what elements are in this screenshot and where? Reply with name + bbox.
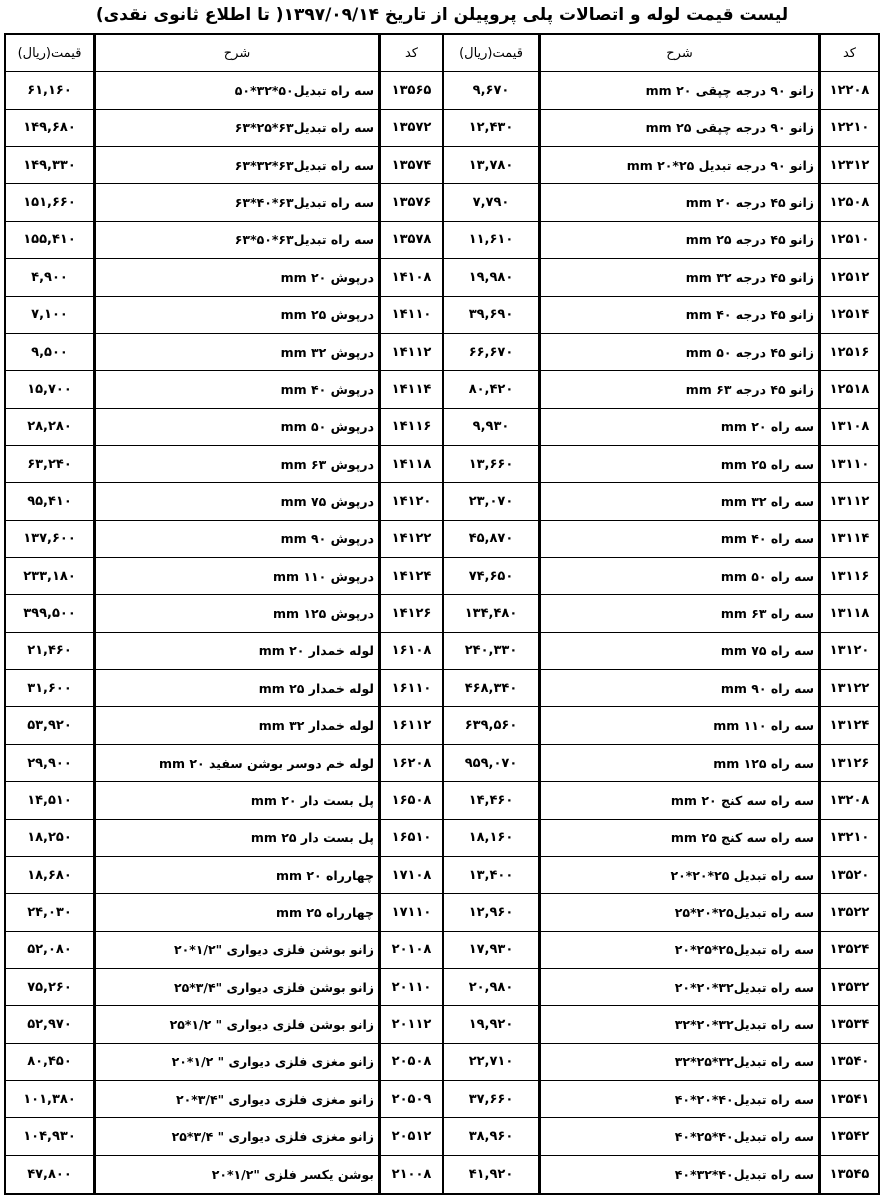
table-row <box>6 820 442 857</box>
item-code: ۱۴۱۲۲ <box>378 521 442 557</box>
item-code: ۱۳۵۴۲ <box>818 1118 878 1154</box>
table-row <box>6 297 442 334</box>
item-price: ۸۰,۴۵۰ <box>27 1054 72 1070</box>
item-description: چهارراه ۲۵ mm <box>93 894 378 930</box>
item-code: ۱۳۲۱۰ <box>818 820 878 856</box>
table-row <box>444 969 878 1006</box>
table-row <box>444 595 878 632</box>
item-price: ۶۳,۲۴۰ <box>27 456 72 472</box>
item-description: سه راه تبدیل۳۲*۲۰*۲۰ <box>538 969 818 1005</box>
item-description: چهارراه ۲۰ mm <box>93 857 378 893</box>
item-code: ۱۳۱۲۴ <box>818 707 878 743</box>
item-description: درپوش ۲۰ mm <box>93 259 378 295</box>
table-row <box>444 72 878 109</box>
table-row <box>444 110 878 147</box>
item-code: ۱۴۱۱۰ <box>378 297 442 333</box>
table-row <box>6 147 442 184</box>
table-row <box>444 1006 878 1043</box>
item-price: ۴,۹۰۰ <box>31 269 68 285</box>
table-row <box>444 334 878 371</box>
table-row <box>444 1044 878 1081</box>
item-code: ۱۳۵۷۸ <box>378 222 442 258</box>
item-description: سه راه سه کنج ۲۰ mm <box>538 782 818 818</box>
item-description: سه راه تبدیل۲۵*۲۰*۲۵ <box>538 894 818 930</box>
table-header <box>444 35 878 72</box>
table-row <box>444 1081 878 1118</box>
item-price: ۴۵,۸۷۰ <box>468 531 514 547</box>
item-price: ۲۳۳,۱۸۰ <box>23 568 76 584</box>
header-code: کد <box>818 35 878 71</box>
item-price: ۲۳,۰۷۰ <box>468 493 514 509</box>
item-description: سه راه ۷۵ mm <box>538 633 818 669</box>
item-code: ۱۲۵۱۴ <box>818 297 878 333</box>
item-price: ۱۳۷,۶۰۰ <box>23 531 76 547</box>
item-code: ۱۲۵۱۲ <box>818 259 878 295</box>
item-price: ۱۵۱,۶۶۰ <box>23 195 76 211</box>
item-code: ۱۶۱۰۸ <box>378 633 442 669</box>
item-price: ۹۵,۴۱۰ <box>27 493 72 509</box>
item-description: زانو ۴۵ درجه ۵۰ mm <box>538 334 818 370</box>
item-price: ۹,۵۰۰ <box>31 344 68 360</box>
table-row <box>6 184 442 221</box>
table-row <box>444 782 878 819</box>
item-code: ۱۳۵۳۲ <box>818 969 878 1005</box>
table-row <box>444 670 878 707</box>
item-description: درپوش ۱۱۰ mm <box>93 558 378 594</box>
table-row <box>6 894 442 931</box>
item-code: ۱۳۱۲۲ <box>818 670 878 706</box>
table-row <box>444 184 878 221</box>
item-price: ۳۸,۹۶۰ <box>468 1129 514 1145</box>
item-description: سه راه ۵۰ mm <box>538 558 818 594</box>
item-code: ۱۳۵۷۲ <box>378 110 442 146</box>
item-code: ۱۳۵۴۱ <box>818 1081 878 1117</box>
table-row <box>6 521 442 558</box>
table-row <box>444 857 878 894</box>
item-price: ۳۹,۶۹۰ <box>468 307 514 323</box>
table-row <box>6 969 442 1006</box>
item-description: زانو ۴۵ درجه ۶۳ mm <box>538 371 818 407</box>
item-code: ۲۰۱۱۰ <box>378 969 442 1005</box>
item-code: ۱۴۱۲۶ <box>378 595 442 631</box>
item-price: ۷,۷۹۰ <box>472 195 510 211</box>
item-price: ۴۷,۸۰۰ <box>27 1166 72 1182</box>
item-description: درپوش ۷۵ mm <box>93 483 378 519</box>
item-code: ۱۳۵۴۰ <box>818 1044 878 1080</box>
item-price: ۱۵,۷۰۰ <box>27 381 72 397</box>
item-code: ۱۶۱۱۲ <box>378 707 442 743</box>
header-code: کد <box>378 35 442 71</box>
item-description: درپوش ۴۰ mm <box>93 371 378 407</box>
item-code: ۱۴۱۱۶ <box>378 409 442 445</box>
item-code: ۱۳۵۴۵ <box>818 1156 878 1193</box>
item-code: ۱۲۵۱۶ <box>818 334 878 370</box>
item-price: ۱۴۹,۶۸۰ <box>23 120 76 136</box>
item-price: ۸۰,۴۲۰ <box>468 381 514 397</box>
item-code: ۱۴۱۱۴ <box>378 371 442 407</box>
item-price: ۱۲,۹۶۰ <box>468 904 514 920</box>
item-description: سه راه ۳۲ mm <box>538 483 818 519</box>
item-price: ۲۱,۴۶۰ <box>27 643 72 659</box>
item-code: ۱۳۱۱۴ <box>818 521 878 557</box>
table-row <box>6 371 442 408</box>
item-description: لوله خمدار ۲۵ mm <box>93 670 378 706</box>
item-price: ۱۳,۴۰۰ <box>468 867 514 883</box>
table-row <box>444 371 878 408</box>
item-price: ۶۱,۱۶۰ <box>27 83 72 99</box>
item-code: ۱۲۳۱۲ <box>818 147 878 183</box>
item-description: زانو ۴۵ درجه ۲۵ mm <box>538 222 818 258</box>
item-description: سه راه ۱۱۰ mm <box>538 707 818 743</box>
item-description: زانو ۹۰ درجه چپقی ۲۵ mm <box>538 110 818 146</box>
item-description: سه راه ۴۰ mm <box>538 521 818 557</box>
item-price: ۲۴۰,۳۳۰ <box>464 643 518 659</box>
table-row <box>444 932 878 969</box>
item-description: سه راه تبدیل۶۳*۲۵*۶۳ <box>93 110 378 146</box>
table-row <box>6 707 442 744</box>
item-price: ۵۲,۰۸۰ <box>27 942 72 958</box>
item-description: زانو ۹۰ درجه تبدیل ۲۵*۲۰ mm <box>538 147 818 183</box>
item-code: ۱۳۱۱۲ <box>818 483 878 519</box>
item-description: سه راه تبدیل۶۳*۵۰*۶۳ <box>93 222 378 258</box>
item-price: ۱۰۴,۹۳۰ <box>23 1129 76 1145</box>
item-description: سه راه تبدیل۲۵*۲۵*۲۰ <box>538 932 818 968</box>
item-price: ۹,۶۷۰ <box>472 83 510 99</box>
table-row <box>444 446 878 483</box>
item-code: ۱۳۵۷۴ <box>378 147 442 183</box>
item-code: ۱۳۱۲۶ <box>818 745 878 781</box>
item-code: ۱۳۲۰۸ <box>818 782 878 818</box>
table-row <box>444 1118 878 1155</box>
item-description: درپوش ۵۰ mm <box>93 409 378 445</box>
item-code: ۲۰۵۰۸ <box>378 1044 442 1080</box>
item-price: ۷,۱۰۰ <box>31 307 68 323</box>
table-row <box>6 1044 442 1081</box>
table-row <box>6 259 442 296</box>
item-description: سه راه سه کنج ۲۵ mm <box>538 820 818 856</box>
table-row <box>6 595 442 632</box>
item-price: ۱۳۴,۴۸۰ <box>464 606 518 622</box>
item-description: درپوش ۳۲ mm <box>93 334 378 370</box>
item-code: ۱۲۵۱۰ <box>818 222 878 258</box>
item-code: ۱۶۱۱۰ <box>378 670 442 706</box>
item-description: پل بست دار ۲۵ mm <box>93 820 378 856</box>
header-price: قیمت(ریال) <box>459 45 523 61</box>
table-row <box>6 110 442 147</box>
item-price: ۱۱,۶۱۰ <box>468 232 514 248</box>
item-code: ۱۴۱۱۲ <box>378 334 442 370</box>
item-code: ۲۰۵۰۹ <box>378 1081 442 1117</box>
item-description: زانو بوشن فلزی دیواری " ۱/۲*۲۵ <box>93 1006 378 1042</box>
item-price: ۱۰۱,۳۸۰ <box>23 1091 76 1107</box>
item-description: زانو مغزی فلزی دیواری " ۱/۲*۲۰ <box>93 1044 378 1080</box>
item-code: ۱۴۱۱۸ <box>378 446 442 482</box>
item-code: ۱۳۵۷۶ <box>378 184 442 220</box>
table-row <box>6 782 442 819</box>
price-table-left-half <box>4 33 442 1195</box>
item-price: ۱۵۵,۴۱۰ <box>23 232 76 248</box>
item-price: ۲۸,۲۸۰ <box>27 419 72 435</box>
table-row <box>6 932 442 969</box>
item-price: ۲۰,۹۸۰ <box>468 979 514 995</box>
item-price: ۳۱,۶۰۰ <box>27 680 72 696</box>
item-price: ۱۸,۶۸۰ <box>27 867 72 883</box>
item-code: ۱۳۵۳۴ <box>818 1006 878 1042</box>
item-description: زانو ۴۵ درجه ۳۲ mm <box>538 259 818 295</box>
item-price: ۹۵۹,۰۷۰ <box>464 755 518 771</box>
item-code: ۱۳۱۱۰ <box>818 446 878 482</box>
table-row <box>444 409 878 446</box>
item-description: سه راه تبدیل۳۲*۲۵*۳۲ <box>538 1044 818 1080</box>
item-description: سه راه ۶۳ mm <box>538 595 818 631</box>
table-row <box>444 259 878 296</box>
item-description: سه راه تبدیل۶۳*۴۰*۶۳ <box>93 184 378 220</box>
item-description: لوله خمدار ۲۰ mm <box>93 633 378 669</box>
item-code: ۱۶۵۰۸ <box>378 782 442 818</box>
table-row <box>6 222 442 259</box>
item-description: لوله خم دوسر بوشن سفید ۲۰ mm <box>93 745 378 781</box>
table-row <box>444 707 878 744</box>
item-description: زانو بوشن فلزی دیواری "۳/۴*۲۵ <box>93 969 378 1005</box>
item-code: ۲۰۱۱۲ <box>378 1006 442 1042</box>
item-price: ۱۸,۲۵۰ <box>27 830 72 846</box>
table-row <box>6 1156 442 1193</box>
item-code: ۱۳۵۲۴ <box>818 932 878 968</box>
item-description: بوشن یکسر فلزی "۱/۲*۲۰ <box>93 1156 378 1193</box>
item-code: ۱۳۵۲۰ <box>818 857 878 893</box>
table-row <box>6 633 442 670</box>
item-description: زانو مغزی فلزی دیواری " ۳/۴*۲۵ <box>93 1118 378 1154</box>
item-code: ۱۷۱۰۸ <box>378 857 442 893</box>
item-price: ۱۹,۹۸۰ <box>468 269 514 285</box>
item-code: ۱۳۱۰۸ <box>818 409 878 445</box>
item-description: سه راه تبدیل۴۰*۲۰*۴۰ <box>538 1081 818 1117</box>
item-price: ۱۳,۷۸۰ <box>468 157 514 173</box>
table-row <box>6 1006 442 1043</box>
item-price: ۴۶۸,۳۴۰ <box>464 680 518 696</box>
item-code: ۱۳۱۲۰ <box>818 633 878 669</box>
item-description: زانو بوشن فلزی دیواری "۱/۲*۲۰ <box>93 932 378 968</box>
item-price: ۳۷,۶۶۰ <box>468 1091 514 1107</box>
item-code: ۱۲۲۱۰ <box>818 110 878 146</box>
table-row <box>444 521 878 558</box>
item-code: ۱۴۱۲۰ <box>378 483 442 519</box>
table-row <box>444 558 878 595</box>
item-description: لوله خمدار ۳۲ mm <box>93 707 378 743</box>
table-row <box>6 483 442 520</box>
item-price: ۱۹,۹۲۰ <box>468 1017 514 1033</box>
item-description: درپوش ۲۵ mm <box>93 297 378 333</box>
table-row <box>444 745 878 782</box>
item-price: ۶۳۹,۵۶۰ <box>464 718 518 734</box>
item-code: ۱۳۵۶۵ <box>378 72 442 108</box>
table-row <box>6 670 442 707</box>
item-description: سه راه تبدیل۴۰*۳۲*۴۰ <box>538 1156 818 1193</box>
table-row <box>6 1081 442 1118</box>
item-price: ۴۱,۹۲۰ <box>468 1166 514 1182</box>
table-row <box>6 409 442 446</box>
item-price: ۲۴,۰۳۰ <box>27 904 72 920</box>
item-code: ۲۰۵۱۲ <box>378 1118 442 1154</box>
item-code: ۱۶۲۰۸ <box>378 745 442 781</box>
item-description: درپوش ۹۰ mm <box>93 521 378 557</box>
item-price: ۱۲,۴۳۰ <box>468 120 514 136</box>
table-row <box>444 147 878 184</box>
item-description: سه راه ۲۵ mm <box>538 446 818 482</box>
item-price: ۲۹,۹۰۰ <box>27 755 72 771</box>
header-description: شرح <box>538 35 818 71</box>
table-row <box>6 745 442 782</box>
item-description: سه راه تبدیل۴۰*۲۵*۴۰ <box>538 1118 818 1154</box>
item-price: ۱۴,۴۶۰ <box>468 792 514 808</box>
header-price: قیمت(ریال) <box>17 45 82 61</box>
item-code: ۱۴۱۲۴ <box>378 558 442 594</box>
item-code: ۱۳۱۱۶ <box>818 558 878 594</box>
item-price: ۶۶,۶۷۰ <box>468 344 514 360</box>
table-row <box>444 483 878 520</box>
table-row <box>444 633 878 670</box>
item-code: ۱۶۵۱۰ <box>378 820 442 856</box>
item-code: ۲۱۰۰۸ <box>378 1156 442 1193</box>
item-code: ۱۳۵۲۲ <box>818 894 878 930</box>
item-description: پل بست دار ۲۰ mm <box>93 782 378 818</box>
item-description: زانو ۹۰ درجه چپقی ۲۰ mm <box>538 72 818 108</box>
item-price: ۷۴,۶۵۰ <box>468 568 514 584</box>
item-price: ۱۴,۵۱۰ <box>27 792 72 808</box>
item-price: ۹,۹۳۰ <box>472 419 510 435</box>
table-row <box>444 297 878 334</box>
table-row <box>444 894 878 931</box>
item-code: ۲۰۱۰۸ <box>378 932 442 968</box>
table-row <box>6 72 442 109</box>
item-price: ۱۷,۹۳۰ <box>468 942 514 958</box>
item-description: سه راه تبدیل۵۰*۳۲*۵۰ <box>93 72 378 108</box>
item-description: سه راه تبدیل۳۲*۲۰*۳۲ <box>538 1006 818 1042</box>
item-code: ۱۴۱۰۸ <box>378 259 442 295</box>
table-header <box>6 35 442 72</box>
item-price: ۵۲,۹۷۰ <box>27 1017 72 1033</box>
table-row <box>444 1156 878 1193</box>
item-price: ۷۵,۲۶۰ <box>27 979 72 995</box>
item-description: زانو مغزی فلزی دیواری "۳/۴*۲۰ <box>93 1081 378 1117</box>
table-row <box>444 820 878 857</box>
item-description: سه راه تبدیل ۲۵*۲۰*۲۰ <box>538 857 818 893</box>
table-row <box>444 222 878 259</box>
item-code: ۱۷۱۱۰ <box>378 894 442 930</box>
item-description: درپوش ۶۳ mm <box>93 446 378 482</box>
item-code: ۱۲۲۰۸ <box>818 72 878 108</box>
table-row <box>6 1118 442 1155</box>
price-table <box>4 33 880 1195</box>
item-description: سه راه ۹۰ mm <box>538 670 818 706</box>
item-price: ۲۲,۷۱۰ <box>468 1054 514 1070</box>
item-code: ۱۲۵۱۸ <box>818 371 878 407</box>
item-price: ۱۳,۶۶۰ <box>468 456 514 472</box>
table-row <box>6 558 442 595</box>
header-description: شرح <box>93 35 378 71</box>
item-description: درپوش ۱۲۵ mm <box>93 595 378 631</box>
item-description: سه راه ۲۰ mm <box>538 409 818 445</box>
item-description: سه راه تبدیل۶۳*۳۲*۶۳ <box>93 147 378 183</box>
item-price: ۵۳,۹۲۰ <box>27 718 72 734</box>
page-title: لیست قیمت لوله و اتصالات پلی پروپیلن از تاریخ ۱۳۹۷/۰۹/۱۴( تا اطلاع ثانوی نقدی) <box>95 5 789 25</box>
item-description: سه راه ۱۲۵ mm <box>538 745 818 781</box>
item-price: ۳۹۹,۵۰۰ <box>23 606 76 622</box>
item-code: ۱۳۱۱۸ <box>818 595 878 631</box>
item-price: ۱۴۹,۳۳۰ <box>23 157 76 173</box>
price-table-right-half <box>442 33 880 1195</box>
item-description: زانو ۴۵ درجه ۴۰ mm <box>538 297 818 333</box>
table-row <box>6 446 442 483</box>
item-price: ۱۸,۱۶۰ <box>468 830 514 846</box>
table-row <box>6 334 442 371</box>
item-code: ۱۲۵۰۸ <box>818 184 878 220</box>
table-row <box>6 857 442 894</box>
item-description: زانو ۴۵ درجه ۲۰ mm <box>538 184 818 220</box>
